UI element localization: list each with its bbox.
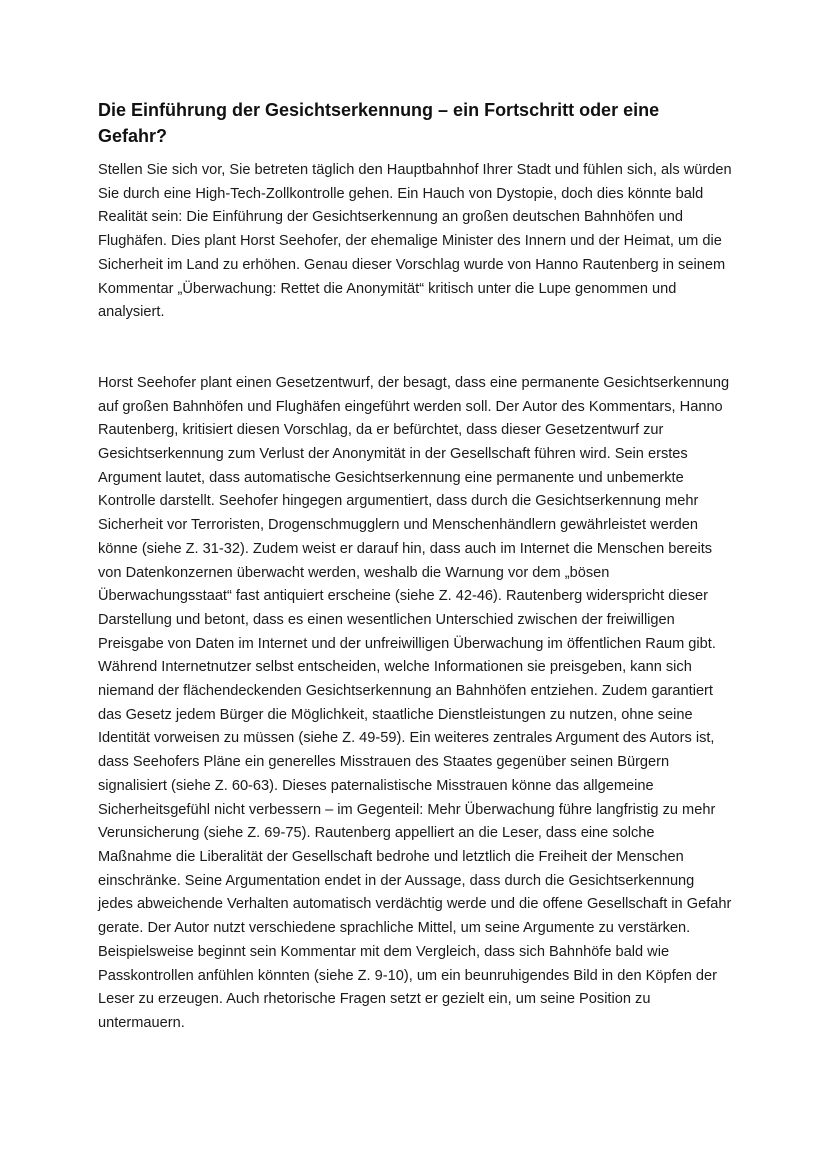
document-page — [98, 97, 732, 1036]
intro-paragraph: Stellen Sie sich vor, Sie betreten täglich den Hauptbahnhof Ihrer Stadt und fühlen sich, als würden Sie durch eine High-Tech-Zollkontrolle gehen. Ein Hauch von Dystopie, doch dies könnte bald Realität sein: Die Einführung der Gesichtserkennung an großen deutschen Bahnhöfen und Flughäfen. Dies plant Horst Seehofer, der ehemalige Minister des Innern und der Heimat, um die Sicherheit im Land zu erhöhen. Genau dieser Vorschlag wurde von Hanno Rautenberg in seinem Kommentar „Überwachung: Rettet die Anonymität“ kritisch unter die Lupe genommen und analysiert. — [98, 162, 732, 321]
body-paragraph: Horst Seehofer plant einen Gesetzentwurf, der besagt, dass eine permanente Gesichtserkennung auf großen Bahnhöfen und Flughäfen eingeführt werden soll. Der Autor des Kommentars, Hanno Rautenberg, kritisiert diesen Vorschlag, da er befürchtet, dass dieser Gesetzentwurf zur Gesichtserkennung zum Verlust der Anonymität in der Gesellschaft führen wird. Sein erstes Argument lautet, dass automatische Gesichtserkennung eine permanente und unbemerkte Kontrolle darstellt. Seehofer hingegen argumentiert, dass durch die Gesichtserkennung mehr Sicherheit vor Terroristen, Drogenschmugglern und Menschenhändlern gewährleistet werden könne (siehe Z. 31-32). Zudem weist er darauf hin, dass auch im Internet die Menschen bereits von Datenkonzernen überwacht werden, weshalb die Warnung vor dem „bösen Überwachungsstaat“ fast antiquiert erscheine (siehe Z. 42-46). Rautenberg widerspricht dieser Darstellung und betont, dass es einen wesentlichen Unterschied zwischen der freiwilligen Preisgabe von Daten im Internet und der unfreiwilligen Überwachung im öffentlichen Raum gibt. Während Internetnutzer selbst entscheiden, welche Informationen sie preisgeben, kann sich niemand der flächendeckenden Gesichtserkennung an Bahnhöfen entziehen. Zudem garantiert das Gesetz jedem Bürger die Möglichkeit, staatliche Dienstleistungen zu nutzen, ohne seine Identität vorweisen zu müssen (siehe Z. 49-59). Ein weiteres zentrales Argument des Autors ist, dass Seehofers Pläne ein generelles Misstrauen des Staates gegenüber seinen Bürgern signalisiert (siehe Z. 60-63). Dieses paternalistische Misstrauen könne das allgemeine Sicherheitsgefühl nicht verbessern – im Gegenteil: Mehr Überwachung führe langfristig zu mehr Verunsicherung (siehe Z. 69-75). Rautenberg appelliert an die Leser, dass eine solche Maßnahme die Liberalität der Gesellschaft bedrohe und letztlich die Freiheit der Menschen einschränke. Seine Argumentation endet in der Aussage, dass durch die Gesichtserkennung jedes abweichende Verhalten automatisch verdächtig werde und die offene Gesellschaft in Gefahr gerate. Der Autor nutzt verschiedene sprachliche Mittel, um seine Argumente zu verstärken. Beispielsweise beginnt sein Kommentar mit dem Vergleich, dass sich Bahnhöfe bald wie Passkontrollen anfühlen könnten (siehe Z. 9-10), um ein beunruhigendes Bild in den Köpfen der Leser zu erzeugen. Auch rhetorische Fragen setzt er gezielt ein, um seine Position zu untermauern. — [98, 374, 732, 1031]
document-title: Die Einführung der Gesichtserkennung – ein Fortschritt oder eine Gefahr? — [98, 100, 660, 146]
